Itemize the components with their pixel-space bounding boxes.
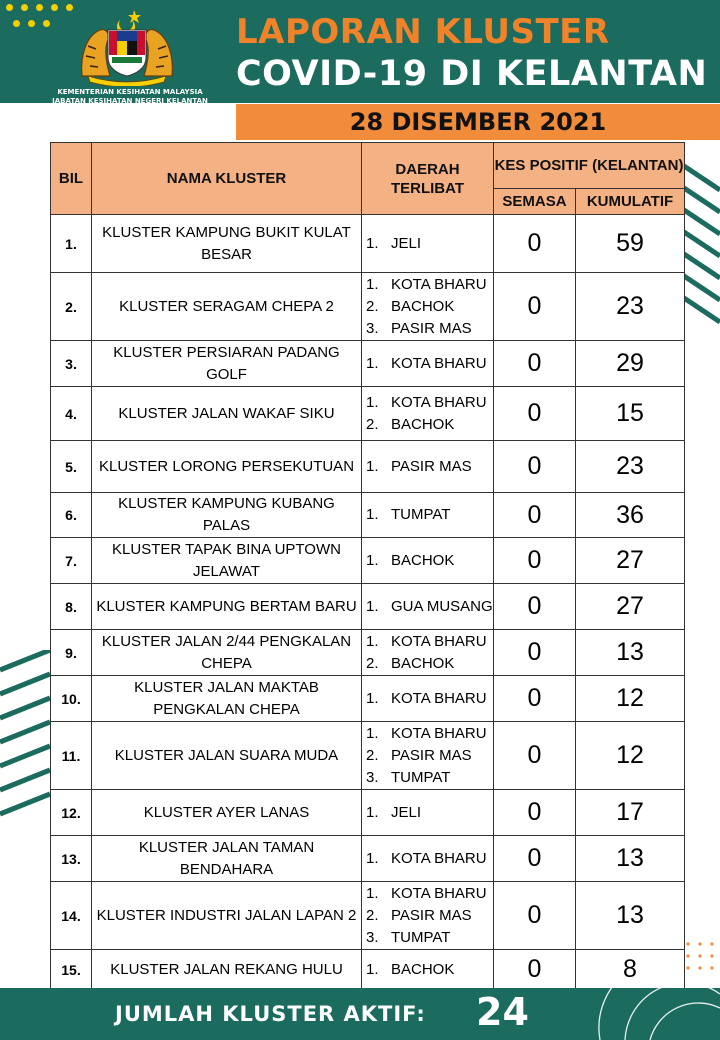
current-cases: 0: [494, 676, 576, 722]
district-item: [366, 392, 493, 414]
district-item: [366, 353, 493, 375]
district-item: [366, 905, 493, 927]
district-list: [362, 584, 494, 630]
decorative-stripes-left: [0, 650, 50, 820]
current-cases: 0: [494, 584, 576, 630]
table-row: [51, 836, 685, 882]
cluster-name: KLUSTER INDUSTRI JALAN LAPAN 2: [92, 882, 362, 950]
current-cases: 0: [494, 493, 576, 538]
district-item-number: 1.: [366, 803, 379, 821]
district-item-name: PASIR MAS: [391, 906, 472, 924]
district-item-name: GUA MUSANG: [391, 597, 493, 615]
district-item-name: BACHOK: [391, 960, 455, 978]
report-title-line-1: LAPORAN KLUSTER: [236, 12, 610, 52]
district-item: [366, 927, 493, 949]
district-item-number: 1.: [366, 960, 379, 978]
district-item: [366, 723, 493, 745]
current-cases: 0: [494, 538, 576, 584]
district-item-number: 2.: [366, 297, 379, 315]
cluster-name: KLUSTER LORONG PERSEKUTUAN: [92, 441, 362, 493]
total-active-clusters-label: JUMLAH KLUSTER AKTIF:: [115, 1002, 426, 1026]
header-kumulatif: KUMULATIF: [576, 189, 685, 215]
cumulative-cases: 12: [576, 676, 685, 722]
table-row: [51, 584, 685, 630]
district-item: [366, 414, 493, 436]
current-cases: 0: [494, 441, 576, 493]
header-semasa: SEMASA: [494, 189, 576, 215]
header-bil: BIL: [51, 143, 92, 215]
district-item: [366, 550, 493, 572]
district-item-number: 1.: [366, 506, 379, 523]
row-number: 8.: [51, 584, 92, 630]
current-cases: 0: [494, 215, 576, 273]
row-number: 2.: [51, 273, 92, 341]
ministry-line-1: KEMENTERIAN KESIHATAN MALAYSIA: [57, 88, 203, 96]
row-number: 13.: [51, 836, 92, 882]
row-number: 12.: [51, 790, 92, 836]
decorative-dots: [6, 4, 76, 34]
district-item: [366, 233, 493, 255]
district-item: [366, 318, 493, 340]
district-item-name: TUMPAT: [391, 768, 451, 786]
district-item-number: 1.: [366, 457, 379, 475]
district-item-number: 3.: [366, 928, 379, 946]
cumulative-cases: 12: [576, 722, 685, 790]
district-item-name: JELI: [391, 234, 422, 252]
district-list: [362, 630, 494, 676]
cluster-name: KLUSTER JALAN REKANG HULU: [92, 950, 362, 990]
current-cases: 0: [494, 341, 576, 387]
district-item-number: 1.: [366, 275, 379, 293]
table-row: [51, 882, 685, 950]
district-item-name: PASIR MAS: [391, 319, 472, 337]
current-cases: 0: [494, 387, 576, 441]
cumulative-cases: 27: [576, 584, 685, 630]
table-row: [51, 676, 685, 722]
district-item: [366, 883, 493, 905]
cumulative-cases: 15: [576, 387, 685, 441]
district-item-name: KOTA BHARU: [391, 275, 487, 293]
district-item: [366, 959, 493, 981]
district-item-name: KOTA BHARU: [391, 393, 487, 411]
current-cases: 0: [494, 273, 576, 341]
district-list: [362, 273, 494, 341]
table-row: [51, 493, 685, 538]
cumulative-cases: 59: [576, 215, 685, 273]
table-row: [51, 273, 685, 341]
table-row: [51, 950, 685, 990]
district-item: [366, 653, 493, 675]
current-cases: 0: [494, 950, 576, 990]
table-row: [51, 790, 685, 836]
cumulative-cases: 13: [576, 630, 685, 676]
district-item-name: JELI: [391, 803, 422, 821]
district-item-number: 1.: [366, 689, 379, 707]
district-list: [362, 722, 494, 790]
table-row: [51, 538, 685, 584]
table-row: [51, 387, 685, 441]
district-item-name: TUMPAT: [391, 928, 451, 946]
header-nama-kluster: NAMA KLUSTER: [92, 143, 362, 215]
cluster-table: [50, 142, 685, 990]
cumulative-cases: 13: [576, 836, 685, 882]
district-item-number: 1.: [366, 354, 379, 372]
district-item-name: BACHOK: [391, 297, 455, 315]
current-cases: 0: [494, 790, 576, 836]
total-active-clusters-value: 24: [476, 990, 529, 1034]
district-item-number: 2.: [366, 746, 379, 764]
district-item-name: KOTA BHARU: [391, 354, 487, 372]
district-item-name: BACHOK: [391, 654, 455, 672]
ministry-line-2: JABATAN KESIHATAN NEGERI KELANTAN: [52, 97, 208, 105]
district-item-number: 2.: [366, 654, 379, 672]
ministry-name: [40, 88, 220, 106]
coat-of-arms-icon: [76, 6, 178, 86]
district-item-name: PASIR MAS: [391, 457, 472, 475]
row-number: 7.: [51, 538, 92, 584]
district-list: [362, 676, 494, 722]
cluster-name: KLUSTER AYER LANAS: [92, 790, 362, 836]
district-item-number: 3.: [366, 319, 379, 337]
district-list: [362, 387, 494, 441]
district-item-number: 2.: [366, 415, 379, 433]
district-item: [366, 274, 493, 296]
cumulative-cases: 23: [576, 273, 685, 341]
row-number: 1.: [51, 215, 92, 273]
district-item-name: KOTA BHARU: [391, 632, 487, 650]
table-row: [51, 441, 685, 493]
cluster-name: KLUSTER JALAN WAKAF SIKU: [92, 387, 362, 441]
district-list: [362, 882, 494, 950]
header-daerah-terlibat: DAERAH TERLIBAT: [362, 143, 494, 215]
district-item-number: 1.: [366, 597, 379, 615]
cluster-name: KLUSTER KAMPUNG BUKIT KULAT BESAR: [92, 215, 362, 273]
district-item-name: KOTA BHARU: [391, 849, 487, 867]
district-item: [366, 504, 493, 526]
district-item-name: KOTA BHARU: [391, 884, 487, 902]
district-item-number: 1.: [366, 849, 379, 867]
table-row: [51, 722, 685, 790]
row-number: 6.: [51, 493, 92, 538]
report-footer: [0, 988, 720, 1040]
district-item: [366, 745, 493, 767]
report-date: 28 DISEMBER 2021: [236, 104, 720, 140]
district-item: [366, 848, 493, 870]
district-list: [362, 493, 494, 538]
district-item-number: 1.: [366, 884, 379, 902]
district-item-name: KOTA BHARU: [391, 724, 487, 742]
report-title-line-2: COVID-19 DI KELANTAN: [236, 54, 708, 94]
cluster-name: KLUSTER SERAGAM CHEPA 2: [92, 273, 362, 341]
table-row: [51, 630, 685, 676]
row-number: 9.: [51, 630, 92, 676]
cluster-name: KLUSTER JALAN MAKTAB PENGKALAN CHEPA: [92, 676, 362, 722]
district-item-number: 1.: [366, 632, 379, 650]
district-item-number: 1.: [366, 393, 379, 411]
header-kes-positif: KES POSITIF (KELANTAN): [494, 143, 685, 189]
current-cases: 0: [494, 836, 576, 882]
cumulative-cases: 13: [576, 882, 685, 950]
row-number: 11.: [51, 722, 92, 790]
cluster-name: KLUSTER KAMPUNG KUBANG PALAS: [92, 493, 362, 538]
cluster-name: KLUSTER JALAN TAMAN BENDAHARA: [92, 836, 362, 882]
district-item-number: 1.: [366, 724, 379, 742]
current-cases: 0: [494, 722, 576, 790]
district-item-number: 2.: [366, 906, 379, 924]
district-item-name: BACHOK: [391, 415, 455, 433]
district-item: [366, 631, 493, 653]
district-item-number: 3.: [366, 768, 379, 786]
cumulative-cases: 17: [576, 790, 685, 836]
district-item-name: KOTA BHARU: [391, 689, 487, 707]
cluster-name: KLUSTER KAMPUNG BERTAM BARU: [92, 584, 362, 630]
district-item-name: BACHOK: [391, 551, 455, 569]
row-number: 15.: [51, 950, 92, 990]
cluster-name: KLUSTER PERSIARAN PADANG GOLF: [92, 341, 362, 387]
district-item: [366, 802, 493, 824]
district-item: [366, 296, 493, 318]
district-item: [366, 596, 493, 618]
district-list: [362, 538, 494, 584]
district-list: [362, 215, 494, 273]
row-number: 14.: [51, 882, 92, 950]
district-item-number: 1.: [366, 551, 379, 569]
district-list: [362, 441, 494, 493]
row-number: 5.: [51, 441, 92, 493]
cumulative-cases: 8: [576, 950, 685, 990]
district-item: [366, 688, 493, 710]
row-number: 10.: [51, 676, 92, 722]
district-item: [366, 767, 493, 789]
row-number: 4.: [51, 387, 92, 441]
district-list: [362, 341, 494, 387]
district-item-name: TUMPAT: [391, 506, 451, 523]
cluster-name: KLUSTER TAPAK BINA UPTOWN JELAWAT: [92, 538, 362, 584]
cumulative-cases: 23: [576, 441, 685, 493]
district-list: [362, 836, 494, 882]
district-list: [362, 790, 494, 836]
district-item-number: 1.: [366, 234, 379, 252]
cumulative-cases: 36: [576, 493, 685, 538]
current-cases: 0: [494, 630, 576, 676]
decorative-arcs: [590, 988, 720, 1040]
cluster-name: KLUSTER JALAN 2/44 PENGKALAN CHEPA: [92, 630, 362, 676]
current-cases: 0: [494, 882, 576, 950]
district-list: [362, 950, 494, 990]
cluster-table-body: [51, 215, 685, 990]
cumulative-cases: 29: [576, 341, 685, 387]
cluster-name: KLUSTER JALAN SUARA MUDA: [92, 722, 362, 790]
district-item: [366, 456, 493, 478]
table-row: [51, 341, 685, 387]
row-number: 3.: [51, 341, 92, 387]
district-item-name: PASIR MAS: [391, 746, 472, 764]
table-row: [51, 215, 685, 273]
cumulative-cases: 27: [576, 538, 685, 584]
